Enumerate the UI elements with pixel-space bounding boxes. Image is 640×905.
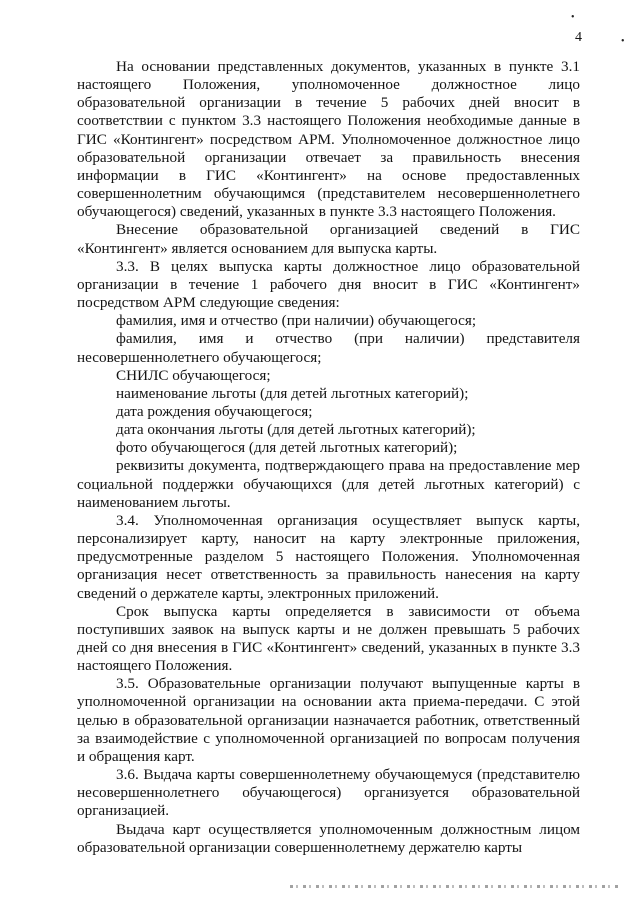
list-item: дата окончания льготы (для детей льготных категорий); (116, 421, 476, 439)
scan-artifact (290, 885, 620, 888)
paragraph-3-6: 3.6. Выдача карты совершеннолетнему обучающемуся (представителю несовершеннолетнего обучающегося) организуется образовательной организацией. (77, 766, 580, 820)
list-item: дата рождения обучающегося; (116, 402, 313, 420)
page-number: 4 (575, 30, 582, 45)
scan-mark: • (571, 12, 575, 23)
paragraph-3-3: 3.3. В целях выпуска карты должностное лицо образовательной организации в течение 1 рабочего дня вносит в ГИС «Контингент» посредством АРМ следующие сведения: (77, 257, 580, 312)
paragraph-3-5: 3.5. Образовательные организации получают выпущенные карты в уполномоченной организации на основании акта приема-передачи. С этой целью в образовательной организации назначается работник, ответственный за взаимодействие с уполномоченной организацией по вопросам получения и обращения карт. (77, 675, 580, 765)
paragraph-issue-term: Срок выпуска карты определяется в зависимости от объема поступивших заявок на выпуск карты и не должен превышать 5 рабочих дней со дня внесения в ГИС «Контингент» сведений, указанных в пункте 3.3 настоящего Положения. (77, 602, 580, 675)
list-item: фото обучающегося (для детей льготных категорий); (116, 439, 458, 457)
list-item: СНИЛС обучающегося; (116, 366, 271, 384)
paragraph-card-issuance: Выдача карт осуществляется уполномоченным должностным лицом образовательной организации совершеннолетнему держателю карты (77, 820, 580, 856)
paragraph-entry-basis: Внесение образовательной организацией сведений в ГИС «Контингент» является основанием для выпуска карты. (77, 221, 580, 257)
list-item: фамилия, имя и отчество (при наличии) представителя несовершеннолетнего обучающегося; (77, 330, 580, 366)
document-body (77, 58, 580, 857)
paragraph-3-4: 3.4. Уполномоченная организация осуществляет выпуск карты, персонализирует карту, наносит на карту электронные приложения, предусмотренные разделом 5 настоящего Положения. Уполномоченная организация несет ответственность за правильность нанесения на карту сведений о держателе карты, электронных приложений. (77, 511, 580, 602)
list-item: фамилия, имя и отчество (при наличии) обучающегося; (116, 312, 477, 330)
scan-mark: • (621, 36, 625, 47)
list-item: наименование льготы (для детей льготных категорий); (116, 384, 469, 402)
paragraph-3-2-entry: На основании представленных документов, указанных в пункте 3.1 настоящего Положения, уполномоченное должностное лицо образовательной организации в течение 5 рабочих дней вносит в соответствии с пунктом 3.3 настоящего Положения необходимые данные в ГИС «Контингент» посредством АРМ. Уполномоченное должностное лицо образовательной организации отвечает за правильность внесения информации в ГИС «Контингент» на основе предоставленных совершеннолетним обучающимся (представителем несовершеннолетнего обучающегося) сведений, указанных в пункте 3.3 настоящего Положения. (77, 58, 580, 221)
list-item: реквизиты документа, подтверждающего права на предоставление мер социальной поддержки обучающихся (для детей льготных категорий) с наименованием льготы. (77, 457, 580, 511)
